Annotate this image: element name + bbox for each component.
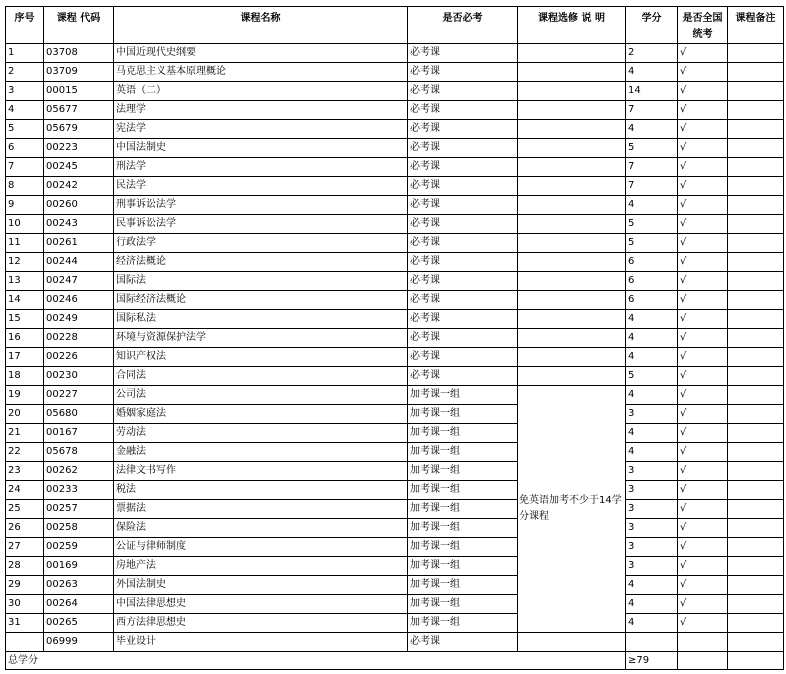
table-row: [6, 443, 784, 462]
row-type-cell: 必考课: [408, 633, 518, 652]
row-national-cell: √: [678, 63, 728, 82]
row-elective-note-cell: [518, 139, 626, 158]
row-national-cell: √: [678, 386, 728, 405]
table-row: [6, 139, 784, 158]
row-name-cell: 保险法: [114, 519, 408, 538]
row-type-cell: 必考课: [408, 44, 518, 63]
row-code-cell: 03709: [44, 63, 114, 82]
row-name-cell: 中国法制史: [114, 139, 408, 158]
row-seq-cell: [6, 633, 44, 652]
table-row: [6, 348, 784, 367]
row-type-cell: 必考课: [408, 101, 518, 120]
row-elective-note-cell: [518, 158, 626, 177]
row-remarks-cell: [728, 614, 784, 633]
row-national-cell: √: [678, 253, 728, 272]
row-remarks-cell: [728, 348, 784, 367]
row-seq-cell: 15: [6, 310, 44, 329]
row-remarks-cell: [728, 424, 784, 443]
row-credits-cell: 3: [626, 405, 678, 424]
row-type-cell: 必考课: [408, 291, 518, 310]
table-body: [6, 44, 784, 652]
row-national-cell: √: [678, 462, 728, 481]
row-remarks-cell: [728, 63, 784, 82]
row-remarks-cell: [728, 595, 784, 614]
table-row: [6, 614, 784, 633]
row-seq-cell: 3: [6, 82, 44, 101]
row-seq-cell: 23: [6, 462, 44, 481]
row-type-cell: 必考课: [408, 196, 518, 215]
row-type-cell: 加考课一组: [408, 481, 518, 500]
row-code-cell: 00015: [44, 82, 114, 101]
row-type-cell: 加考课一组: [408, 462, 518, 481]
row-national-cell: √: [678, 215, 728, 234]
row-national-cell: √: [678, 443, 728, 462]
row-credits-cell: 6: [626, 272, 678, 291]
row-code-cell: 00228: [44, 329, 114, 348]
row-seq-cell: 22: [6, 443, 44, 462]
row-name-cell: 国际私法: [114, 310, 408, 329]
row-remarks-cell: [728, 234, 784, 253]
row-seq-cell: 5: [6, 120, 44, 139]
row-name-cell: 税法: [114, 481, 408, 500]
row-national-cell: √: [678, 101, 728, 120]
total-national: [678, 652, 728, 670]
row-type-cell: 必考课: [408, 348, 518, 367]
row-code-cell: 00257: [44, 500, 114, 519]
row-seq-cell: 13: [6, 272, 44, 291]
table-row: [6, 519, 784, 538]
row-elective-note-cell: [518, 215, 626, 234]
row-remarks-cell: [728, 291, 784, 310]
row-credits-cell: 4: [626, 329, 678, 348]
row-remarks-cell: [728, 120, 784, 139]
table-row: [6, 538, 784, 557]
table-row: [6, 367, 784, 386]
row-national-cell: √: [678, 614, 728, 633]
course-plan-table: [5, 6, 784, 670]
row-elective-note-cell: [518, 329, 626, 348]
row-remarks-cell: [728, 405, 784, 424]
row-type-cell: 加考课一组: [408, 614, 518, 633]
row-name-cell: 法律文书写作: [114, 462, 408, 481]
table-row: [6, 272, 784, 291]
row-seq-cell: 28: [6, 557, 44, 576]
row-name-cell: 金融法: [114, 443, 408, 462]
row-remarks-cell: [728, 196, 784, 215]
row-national-cell: √: [678, 538, 728, 557]
row-national-cell: √: [678, 44, 728, 63]
row-name-cell: 宪法学: [114, 120, 408, 139]
row-seq-cell: 2: [6, 63, 44, 82]
row-code-cell: 00247: [44, 272, 114, 291]
table-row: [6, 215, 784, 234]
table-row: [6, 633, 784, 652]
row-code-cell: 00262: [44, 462, 114, 481]
row-type-cell: 必考课: [408, 215, 518, 234]
table-row: [6, 63, 784, 82]
row-credits-cell: 4: [626, 614, 678, 633]
row-code-cell: 05678: [44, 443, 114, 462]
row-national-cell: √: [678, 310, 728, 329]
row-remarks-cell: [728, 253, 784, 272]
row-elective-note-cell: [518, 272, 626, 291]
row-remarks-cell: [728, 158, 784, 177]
row-remarks-cell: [728, 329, 784, 348]
row-code-cell: 00233: [44, 481, 114, 500]
row-seq-cell: 25: [6, 500, 44, 519]
row-remarks-cell: [728, 44, 784, 63]
row-credits-cell: 4: [626, 63, 678, 82]
row-elective-note-cell: [518, 234, 626, 253]
row-type-cell: 加考课一组: [408, 424, 518, 443]
row-name-cell: 公证与律师制度: [114, 538, 408, 557]
row-seq-cell: 12: [6, 253, 44, 272]
row-type-cell: 必考课: [408, 329, 518, 348]
row-national-cell: √: [678, 367, 728, 386]
row-national-cell: √: [678, 82, 728, 101]
row-credits-cell: 4: [626, 120, 678, 139]
row-credits-cell: 7: [626, 101, 678, 120]
table-row: [6, 310, 784, 329]
row-credits-cell: 4: [626, 576, 678, 595]
row-remarks-cell: [728, 82, 784, 101]
row-seq-cell: 14: [6, 291, 44, 310]
row-remarks-cell: [728, 557, 784, 576]
header-credits: 学分: [626, 7, 678, 44]
row-seq-cell: 11: [6, 234, 44, 253]
row-credits-cell: 3: [626, 519, 678, 538]
row-seq-cell: 31: [6, 614, 44, 633]
table-row: [6, 405, 784, 424]
row-national-cell: √: [678, 405, 728, 424]
table-row: [6, 158, 784, 177]
row-type-cell: 必考课: [408, 253, 518, 272]
row-credits-cell: 4: [626, 443, 678, 462]
row-remarks-cell: [728, 633, 784, 652]
header-national: 是否全国统考: [678, 7, 728, 44]
row-credits-cell: 4: [626, 595, 678, 614]
row-remarks-cell: [728, 272, 784, 291]
row-credits-cell: 3: [626, 500, 678, 519]
row-national-cell: √: [678, 348, 728, 367]
row-seq-cell: 16: [6, 329, 44, 348]
row-type-cell: 加考课一组: [408, 405, 518, 424]
table-row: [6, 253, 784, 272]
row-name-cell: 中国法律思想史: [114, 595, 408, 614]
row-code-cell: 00169: [44, 557, 114, 576]
table-row: [6, 462, 784, 481]
table-row: [6, 576, 784, 595]
header-row: [6, 7, 784, 44]
row-credits-cell: 7: [626, 177, 678, 196]
row-national-cell: √: [678, 291, 728, 310]
row-type-cell: 加考课一组: [408, 519, 518, 538]
row-name-cell: 刑事诉讼法学: [114, 196, 408, 215]
row-type-cell: 加考课一组: [408, 443, 518, 462]
table-row: [6, 196, 784, 215]
row-code-cell: 05679: [44, 120, 114, 139]
table-row: [6, 44, 784, 63]
header-elective-note: 课程选修 说 明: [518, 7, 626, 44]
row-seq-cell: 18: [6, 367, 44, 386]
row-national-cell: √: [678, 424, 728, 443]
row-name-cell: 行政法学: [114, 234, 408, 253]
row-code-cell: 00249: [44, 310, 114, 329]
row-seq-cell: 17: [6, 348, 44, 367]
row-code-cell: 00230: [44, 367, 114, 386]
row-code-cell: 00259: [44, 538, 114, 557]
row-remarks-cell: [728, 386, 784, 405]
row-code-cell: 00264: [44, 595, 114, 614]
row-code-cell: 00246: [44, 291, 114, 310]
row-code-cell: 00243: [44, 215, 114, 234]
row-name-cell: 合同法: [114, 367, 408, 386]
row-name-cell: 民事诉讼法学: [114, 215, 408, 234]
table-row: [6, 424, 784, 443]
row-seq-cell: 6: [6, 139, 44, 158]
row-code-cell: 00242: [44, 177, 114, 196]
row-remarks-cell: [728, 519, 784, 538]
row-code-cell: 00227: [44, 386, 114, 405]
row-national-cell: √: [678, 120, 728, 139]
row-elective-note-cell: [518, 367, 626, 386]
row-credits-cell: [626, 633, 678, 652]
row-type-cell: 加考课一组: [408, 557, 518, 576]
row-seq-cell: 8: [6, 177, 44, 196]
row-seq-cell: 7: [6, 158, 44, 177]
row-code-cell: 00260: [44, 196, 114, 215]
row-type-cell: 必考课: [408, 177, 518, 196]
row-credits-cell: 4: [626, 348, 678, 367]
row-national-cell: √: [678, 576, 728, 595]
row-seq-cell: 26: [6, 519, 44, 538]
row-name-cell: 英语（二）: [114, 82, 408, 101]
row-credits-cell: 14: [626, 82, 678, 101]
row-credits-cell: 5: [626, 215, 678, 234]
row-elective-note-cell: [518, 196, 626, 215]
row-remarks-cell: [728, 101, 784, 120]
row-type-cell: 必考课: [408, 367, 518, 386]
row-credits-cell: 2: [626, 44, 678, 63]
row-elective-note-cell: [518, 310, 626, 329]
row-seq-cell: 9: [6, 196, 44, 215]
table-row: [6, 101, 784, 120]
row-elective-note-cell: [518, 253, 626, 272]
row-remarks-cell: [728, 215, 784, 234]
row-seq-cell: 19: [6, 386, 44, 405]
row-elective-note-cell: [518, 348, 626, 367]
row-name-cell: 西方法律思想史: [114, 614, 408, 633]
row-type-cell: 必考课: [408, 234, 518, 253]
row-elective-note-cell: [518, 44, 626, 63]
row-elective-note-cell: [518, 101, 626, 120]
row-national-cell: √: [678, 557, 728, 576]
row-national-cell: [678, 633, 728, 652]
row-code-cell: 00244: [44, 253, 114, 272]
row-remarks-cell: [728, 500, 784, 519]
row-type-cell: 加考课一组: [408, 595, 518, 614]
row-elective-note-cell: [518, 177, 626, 196]
table-row: [6, 500, 784, 519]
row-remarks-cell: [728, 462, 784, 481]
table-row: [6, 329, 784, 348]
row-type-cell: 必考课: [408, 139, 518, 158]
row-elective-note-cell: [518, 291, 626, 310]
row-credits-cell: 6: [626, 291, 678, 310]
row-national-cell: √: [678, 158, 728, 177]
row-name-cell: 环境与资源保护法学: [114, 329, 408, 348]
row-remarks-cell: [728, 177, 784, 196]
row-seq-cell: 4: [6, 101, 44, 120]
row-credits-cell: 7: [626, 158, 678, 177]
row-name-cell: 房地产法: [114, 557, 408, 576]
course-plan-table-wrapper: [5, 6, 784, 670]
table-row: [6, 386, 784, 405]
row-type-cell: 加考课一组: [408, 538, 518, 557]
row-national-cell: √: [678, 329, 728, 348]
row-type-cell: 加考课一组: [408, 386, 518, 405]
row-credits-cell: 3: [626, 462, 678, 481]
total-credits: ≥79: [626, 652, 678, 670]
table-row: [6, 595, 784, 614]
row-code-cell: 06999: [44, 633, 114, 652]
table-row: [6, 291, 784, 310]
row-elective-note-cell: [518, 82, 626, 101]
row-remarks-cell: [728, 481, 784, 500]
row-name-cell: 民法学: [114, 177, 408, 196]
row-code-cell: 05677: [44, 101, 114, 120]
row-type-cell: 必考课: [408, 82, 518, 101]
row-type-cell: 必考课: [408, 272, 518, 291]
row-seq-cell: 10: [6, 215, 44, 234]
table-row: [6, 120, 784, 139]
total-row: [6, 652, 784, 670]
row-national-cell: √: [678, 519, 728, 538]
row-national-cell: √: [678, 500, 728, 519]
row-name-cell: 刑法学: [114, 158, 408, 177]
row-name-cell: 知识产权法: [114, 348, 408, 367]
row-credits-cell: 5: [626, 234, 678, 253]
row-name-cell: 马克思主义基本原理概论: [114, 63, 408, 82]
row-code-cell: 00226: [44, 348, 114, 367]
row-credits-cell: 5: [626, 367, 678, 386]
row-name-cell: 经济法概论: [114, 253, 408, 272]
row-code-cell: 00223: [44, 139, 114, 158]
row-credits-cell: 3: [626, 481, 678, 500]
row-name-cell: 外国法制史: [114, 576, 408, 595]
row-type-cell: 必考课: [408, 120, 518, 139]
elective-group-note: 免英语加考不少于14学分课程: [518, 386, 626, 633]
row-seq-cell: 24: [6, 481, 44, 500]
row-name-cell: 国际法: [114, 272, 408, 291]
row-credits-cell: 6: [626, 253, 678, 272]
row-remarks-cell: [728, 576, 784, 595]
row-code-cell: 00263: [44, 576, 114, 595]
row-seq-cell: 27: [6, 538, 44, 557]
row-code-cell: 05680: [44, 405, 114, 424]
row-name-cell: 票据法: [114, 500, 408, 519]
row-remarks-cell: [728, 367, 784, 386]
row-name-cell: 公司法: [114, 386, 408, 405]
row-type-cell: 必考课: [408, 310, 518, 329]
header-required: 是否必考: [408, 7, 518, 44]
row-type-cell: 必考课: [408, 63, 518, 82]
header-name: 课程名称: [114, 7, 408, 44]
row-type-cell: 加考课一组: [408, 576, 518, 595]
table-row: [6, 557, 784, 576]
row-credits-cell: 4: [626, 310, 678, 329]
row-code-cell: 03708: [44, 44, 114, 63]
row-elective-note-cell: [518, 63, 626, 82]
row-credits-cell: 3: [626, 557, 678, 576]
row-code-cell: 00265: [44, 614, 114, 633]
row-national-cell: √: [678, 177, 728, 196]
row-national-cell: √: [678, 272, 728, 291]
row-national-cell: √: [678, 481, 728, 500]
row-remarks-cell: [728, 139, 784, 158]
row-type-cell: 加考课一组: [408, 500, 518, 519]
total-remarks: [728, 652, 784, 670]
row-credits-cell: 5: [626, 139, 678, 158]
total-label: 总学分: [6, 652, 626, 670]
table-row: [6, 82, 784, 101]
row-national-cell: √: [678, 234, 728, 253]
row-elective-note-cell: [518, 120, 626, 139]
table-row: [6, 234, 784, 253]
row-code-cell: 00245: [44, 158, 114, 177]
row-seq-cell: 30: [6, 595, 44, 614]
row-name-cell: 婚姻家庭法: [114, 405, 408, 424]
header-seq: 序号: [6, 7, 44, 44]
row-elective-note-cell: [518, 633, 626, 652]
row-name-cell: 国际经济法概论: [114, 291, 408, 310]
row-name-cell: 毕业设计: [114, 633, 408, 652]
row-seq-cell: 20: [6, 405, 44, 424]
row-seq-cell: 1: [6, 44, 44, 63]
row-name-cell: 劳动法: [114, 424, 408, 443]
row-credits-cell: 4: [626, 386, 678, 405]
table-row: [6, 481, 784, 500]
row-remarks-cell: [728, 443, 784, 462]
row-national-cell: √: [678, 196, 728, 215]
row-remarks-cell: [728, 310, 784, 329]
row-seq-cell: 29: [6, 576, 44, 595]
row-name-cell: 法理学: [114, 101, 408, 120]
row-name-cell: 中国近现代史纲要: [114, 44, 408, 63]
row-national-cell: √: [678, 595, 728, 614]
row-remarks-cell: [728, 538, 784, 557]
row-credits-cell: 4: [626, 196, 678, 215]
header-code: 课程 代码: [44, 7, 114, 44]
header-remarks: 课程备注: [728, 7, 784, 44]
row-seq-cell: 21: [6, 424, 44, 443]
table-row: [6, 177, 784, 196]
row-type-cell: 必考课: [408, 158, 518, 177]
row-code-cell: 00258: [44, 519, 114, 538]
row-credits-cell: 4: [626, 424, 678, 443]
row-code-cell: 00261: [44, 234, 114, 253]
row-code-cell: 00167: [44, 424, 114, 443]
row-credits-cell: 3: [626, 538, 678, 557]
row-national-cell: √: [678, 139, 728, 158]
